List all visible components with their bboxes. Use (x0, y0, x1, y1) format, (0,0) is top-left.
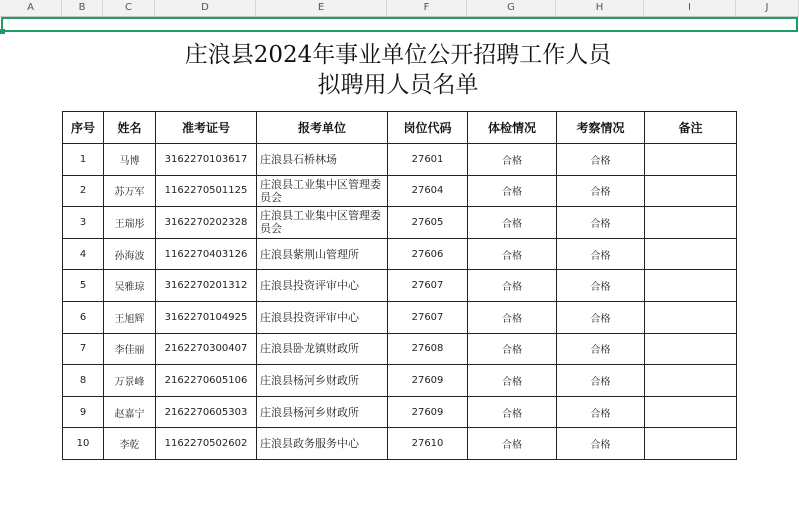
cell-exam-id[interactable]: 3162270202328 (156, 207, 257, 239)
cell-exam-id[interactable]: 1162270501125 (156, 175, 257, 207)
cell-review[interactable]: 合格 (557, 301, 645, 333)
cell-health-check[interactable]: 合格 (468, 207, 557, 239)
cell-position-code[interactable]: 27605 (388, 207, 468, 239)
cell-no[interactable]: 2 (63, 175, 104, 207)
column-header-d[interactable]: D (155, 0, 256, 16)
cell-no[interactable]: 8 (63, 365, 104, 397)
cell-name[interactable]: 赵嘉宁 (104, 396, 156, 428)
cell-position-code[interactable]: 27607 (388, 301, 468, 333)
title-line-1: 庄浪县2024年事业单位公开招聘工作人员 (184, 42, 612, 68)
cell-health-check[interactable]: 合格 (468, 301, 557, 333)
cell-health-check[interactable]: 合格 (468, 365, 557, 397)
table-row (63, 301, 737, 333)
cell-remark[interactable] (645, 207, 737, 239)
cell-name[interactable]: 万景峰 (104, 365, 156, 397)
cell-remark[interactable] (645, 428, 737, 460)
table-row (63, 175, 737, 207)
cell-no[interactable]: 9 (63, 396, 104, 428)
cell-unit[interactable]: 庄浪县政务服务中心 (257, 428, 388, 460)
table-row (63, 270, 737, 302)
cell-review[interactable]: 合格 (557, 175, 645, 207)
cell-position-code[interactable]: 27608 (388, 333, 468, 365)
cell-position-code[interactable]: 27604 (388, 175, 468, 207)
column-header-g[interactable]: G (467, 0, 556, 16)
column-header-bar (0, 0, 799, 17)
header-name[interactable]: 姓名 (104, 112, 156, 144)
cell-exam-id[interactable]: 2162270605303 (156, 396, 257, 428)
cell-remark[interactable] (645, 365, 737, 397)
cell-health-check[interactable]: 合格 (468, 175, 557, 207)
cell-exam-id[interactable]: 1162270502602 (156, 428, 257, 460)
cell-remark[interactable] (645, 333, 737, 365)
header-position-code[interactable]: 岗位代码 (388, 112, 468, 144)
cell-health-check[interactable]: 合格 (468, 333, 557, 365)
cell-health-check[interactable]: 合格 (468, 270, 557, 302)
cell-remark[interactable] (645, 175, 737, 207)
cell-review[interactable]: 合格 (557, 365, 645, 397)
cell-exam-id[interactable]: 3162270103617 (156, 144, 257, 176)
cell-unit[interactable]: 庄浪县工业集中区管理委员会 (257, 175, 388, 207)
cell-no[interactable]: 1 (63, 144, 104, 176)
cell-exam-id[interactable]: 2162270300407 (156, 333, 257, 365)
cell-unit[interactable]: 庄浪县石桥林场 (257, 144, 388, 176)
table-row (63, 238, 737, 270)
cell-name[interactable]: 马博 (104, 144, 156, 176)
cell-remark[interactable] (645, 301, 737, 333)
cell-unit[interactable]: 庄浪县紫荆山管理所 (257, 238, 388, 270)
cell-position-code[interactable]: 27601 (388, 144, 468, 176)
cell-name[interactable]: 孙海波 (104, 238, 156, 270)
column-header-h[interactable]: H (556, 0, 644, 16)
cell-no[interactable]: 5 (63, 270, 104, 302)
cell-review[interactable]: 合格 (557, 238, 645, 270)
cell-name[interactable]: 苏万军 (104, 175, 156, 207)
cell-name[interactable]: 吴雅琼 (104, 270, 156, 302)
header-remark[interactable]: 备注 (645, 112, 737, 144)
cell-name[interactable]: 王旭辉 (104, 301, 156, 333)
cell-health-check[interactable]: 合格 (468, 238, 557, 270)
cell-unit[interactable]: 庄浪县杨河乡财政所 (257, 365, 388, 397)
cell-review[interactable]: 合格 (557, 333, 645, 365)
column-header-i[interactable]: I (644, 0, 736, 16)
cell-unit[interactable]: 庄浪县工业集中区管理委员会 (257, 207, 388, 239)
cell-review[interactable]: 合格 (557, 207, 645, 239)
cell-name[interactable]: 李佳丽 (104, 333, 156, 365)
cell-health-check[interactable]: 合格 (468, 144, 557, 176)
cell-remark[interactable] (645, 238, 737, 270)
column-header-e[interactable]: E (256, 0, 387, 16)
cell-exam-id[interactable]: 3162270201312 (156, 270, 257, 302)
header-review[interactable]: 考察情况 (557, 112, 645, 144)
sheet-title (60, 40, 736, 100)
table-row (63, 333, 737, 365)
column-header-c[interactable]: C (103, 0, 155, 16)
cell-exam-id[interactable]: 3162270104925 (156, 301, 257, 333)
cell-review[interactable]: 合格 (557, 428, 645, 460)
title-line-2: 拟聘用人员名单 (317, 72, 479, 98)
selected-row-outline[interactable] (1, 17, 798, 32)
table-header-row (63, 112, 737, 144)
cell-position-code[interactable]: 27607 (388, 270, 468, 302)
table-row (63, 207, 737, 239)
fill-handle[interactable] (0, 29, 5, 34)
table-row (63, 144, 737, 176)
cell-unit[interactable]: 庄浪县投资评审中心 (257, 301, 388, 333)
cell-name[interactable]: 李乾 (104, 428, 156, 460)
cell-unit[interactable]: 庄浪县卧龙镇财政所 (257, 333, 388, 365)
cell-no[interactable]: 6 (63, 301, 104, 333)
header-no[interactable]: 序号 (63, 112, 104, 144)
column-header-b[interactable]: B (62, 0, 103, 16)
header-unit[interactable]: 报考单位 (257, 112, 388, 144)
cell-health-check[interactable]: 合格 (468, 428, 557, 460)
cell-exam-id[interactable]: 1162270403126 (156, 238, 257, 270)
column-header-j[interactable]: J (736, 0, 799, 16)
cell-remark[interactable] (645, 396, 737, 428)
hiring-list-table (62, 111, 737, 460)
cell-remark[interactable] (645, 144, 737, 176)
cell-no[interactable]: 3 (63, 207, 104, 239)
table-row (63, 396, 737, 428)
cell-exam-id[interactable]: 2162270605106 (156, 365, 257, 397)
cell-name[interactable]: 王瑞彤 (104, 207, 156, 239)
cell-remark[interactable] (645, 270, 737, 302)
cell-review[interactable]: 合格 (557, 396, 645, 428)
cell-no[interactable]: 4 (63, 238, 104, 270)
cell-health-check[interactable]: 合格 (468, 396, 557, 428)
header-health-check[interactable]: 体检情况 (468, 112, 557, 144)
cell-review[interactable]: 合格 (557, 144, 645, 176)
column-header-f[interactable]: F (387, 0, 467, 16)
cell-no[interactable]: 10 (63, 428, 104, 460)
cell-position-code[interactable]: 27609 (388, 396, 468, 428)
table-row (63, 428, 737, 460)
cell-unit[interactable]: 庄浪县杨河乡财政所 (257, 396, 388, 428)
cell-review[interactable]: 合格 (557, 270, 645, 302)
header-exam-id[interactable]: 准考证号 (156, 112, 257, 144)
table-row (63, 365, 737, 397)
cell-position-code[interactable]: 27609 (388, 365, 468, 397)
cell-unit[interactable]: 庄浪县投资评审中心 (257, 270, 388, 302)
cell-no[interactable]: 7 (63, 333, 104, 365)
cell-position-code[interactable]: 27606 (388, 238, 468, 270)
column-header-a[interactable]: A (0, 0, 62, 16)
cell-position-code[interactable]: 27610 (388, 428, 468, 460)
